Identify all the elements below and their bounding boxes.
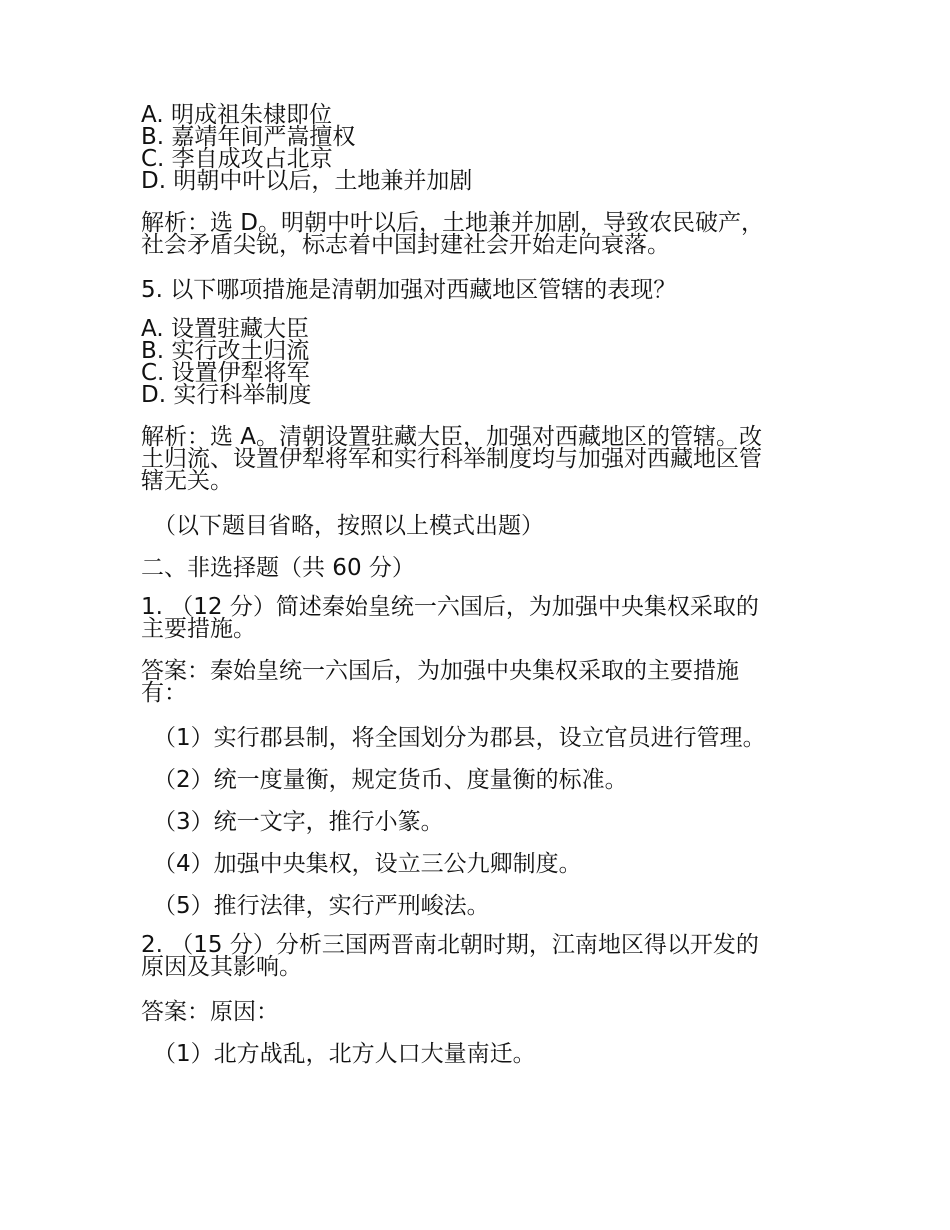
s2-q2-question-line-2: 原因及其影响。 <box>141 954 302 980</box>
document-page <box>141 104 831 1082</box>
s2-q2-point-1: （1）北方战乱，北方人口大量南迁。 <box>153 1041 536 1067</box>
q4-option-b: B. 嘉靖年间严嵩擅权 <box>141 124 356 150</box>
s2-q1-answer-line-1: 答案：秦始皇统一六国后，为加强中央集权采取的主要措施 <box>141 658 739 684</box>
q4-analysis <box>141 212 831 256</box>
q5-analysis-line-1: 解析：选 A。清朝设置驻藏大臣，加强对西藏地区的管辖。改 <box>141 424 763 450</box>
s2-q2-answer-intro: 答案：原因： <box>141 999 279 1025</box>
q5-option-a: A. 设置驻藏大臣 <box>141 316 309 342</box>
q4-option-a: A. 明成祖朱棣即位 <box>141 102 332 128</box>
s2-q1-question <box>141 596 831 640</box>
q5-question: 5. 以下哪项措施是清朝加强对西藏地区管辖的表现？ <box>141 277 677 303</box>
s2-q1-point-3: （3）统一文字，推行小篆。 <box>153 809 444 835</box>
s2-q1-point-2: （2）统一度量衡，规定货币、度量衡的标准。 <box>153 767 628 793</box>
q4-options <box>141 104 831 192</box>
q5-option-c: C. 设置伊犁将军 <box>141 360 310 386</box>
q4-option-d: D. 明朝中叶以后，土地兼并加剧 <box>141 168 473 194</box>
q5-options <box>141 318 831 406</box>
s2-q2-question <box>141 934 831 978</box>
s2-q1-answer-intro <box>141 660 831 704</box>
section-2-title: 二、非选择题（共 60 分） <box>141 555 415 581</box>
q5-analysis <box>141 426 831 492</box>
s2-q1-point-5: （5）推行法律，实行严刑峻法。 <box>153 893 490 919</box>
s2-q2-question-line-1: 2. （15 分）分析三国两晋南北朝时期，江南地区得以开发的 <box>141 932 759 958</box>
q4-analysis-line-2: 社会矛盾尖锐，标志着中国封建社会开始走向衰落。 <box>141 232 670 258</box>
q5-option-d: D. 实行科举制度 <box>141 382 312 408</box>
q5-option-b: B. 实行改土归流 <box>141 338 310 364</box>
q4-option-c: C. 李自成攻占北京 <box>141 146 333 172</box>
q4-analysis-line-1: 解析：选 D。明朝中叶以后，土地兼并加剧，导致农民破产， <box>141 210 765 236</box>
s2-q1-question-line-1: 1. （12 分）简述秦始皇统一六国后，为加强中央集权采取的 <box>141 594 759 620</box>
q5-analysis-line-2: 土归流、设置伊犁将军和实行科举制度均与加强对西藏地区管 <box>141 446 762 472</box>
s2-q1-point-1: （1）实行郡县制，将全国划分为郡县，设立官员进行管理。 <box>153 725 766 751</box>
omitted-note: （以下题目省略，按照以上模式出题） <box>153 513 544 539</box>
s2-q1-question-line-2: 主要措施。 <box>141 616 256 642</box>
q5-analysis-line-3: 辖无关。 <box>141 468 233 494</box>
s2-q1-answer-line-2: 有： <box>141 680 187 706</box>
s2-q1-point-4: （4）加强中央集权，设立三公九卿制度。 <box>153 851 582 877</box>
